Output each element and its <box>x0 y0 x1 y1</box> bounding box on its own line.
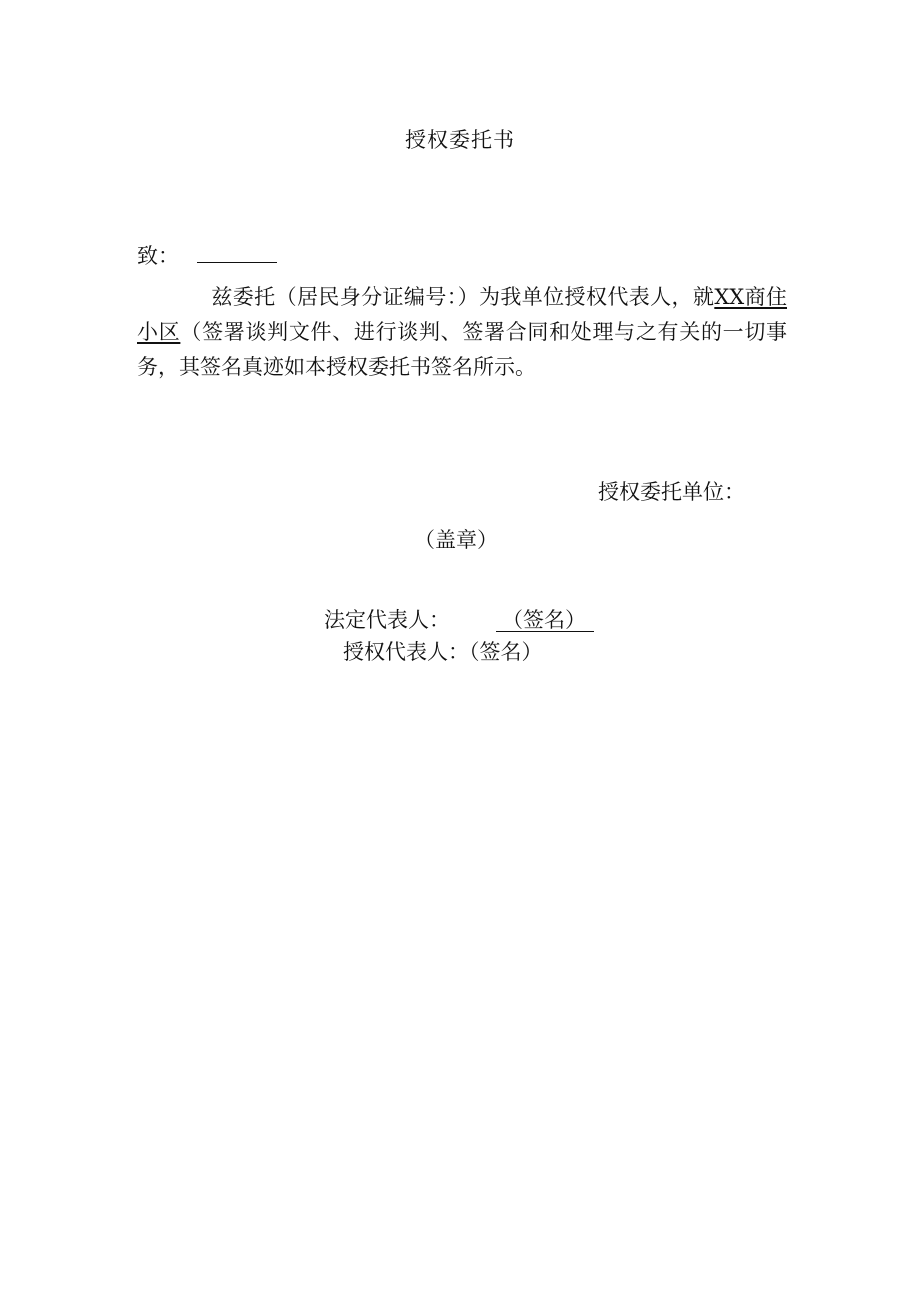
recipient-blank <box>197 242 277 263</box>
recipient-line <box>137 240 277 270</box>
legal-representative-signature: （签名） <box>496 609 594 632</box>
paragraph-part-2: （签署谈判文件、进行谈判、签署合同和处理与之有关的一切事务，其签名真迹如本授权委托书签名所示。 <box>137 320 788 379</box>
authorized-representative-row <box>343 636 543 666</box>
principal-unit-label: 授权委托单位： <box>598 480 745 504</box>
document-title: 授权委托书 <box>405 128 515 152</box>
authorized-representative-signature: （签名） <box>469 640 543 664</box>
recipient-label: 致： <box>137 244 179 268</box>
legal-representative-label: 法定代表人： <box>324 608 450 632</box>
legal-representative-row <box>324 604 594 634</box>
authorization-paragraph <box>137 280 787 385</box>
seal-note: （盖章） <box>414 528 498 552</box>
paragraph-part-1: 兹委托（居民身分证编号：）为我单位授权代表人，就 <box>211 285 715 309</box>
authorized-representative-label: 授权代表人： <box>343 640 469 664</box>
project-name: XX商住小区 <box>137 285 787 344</box>
